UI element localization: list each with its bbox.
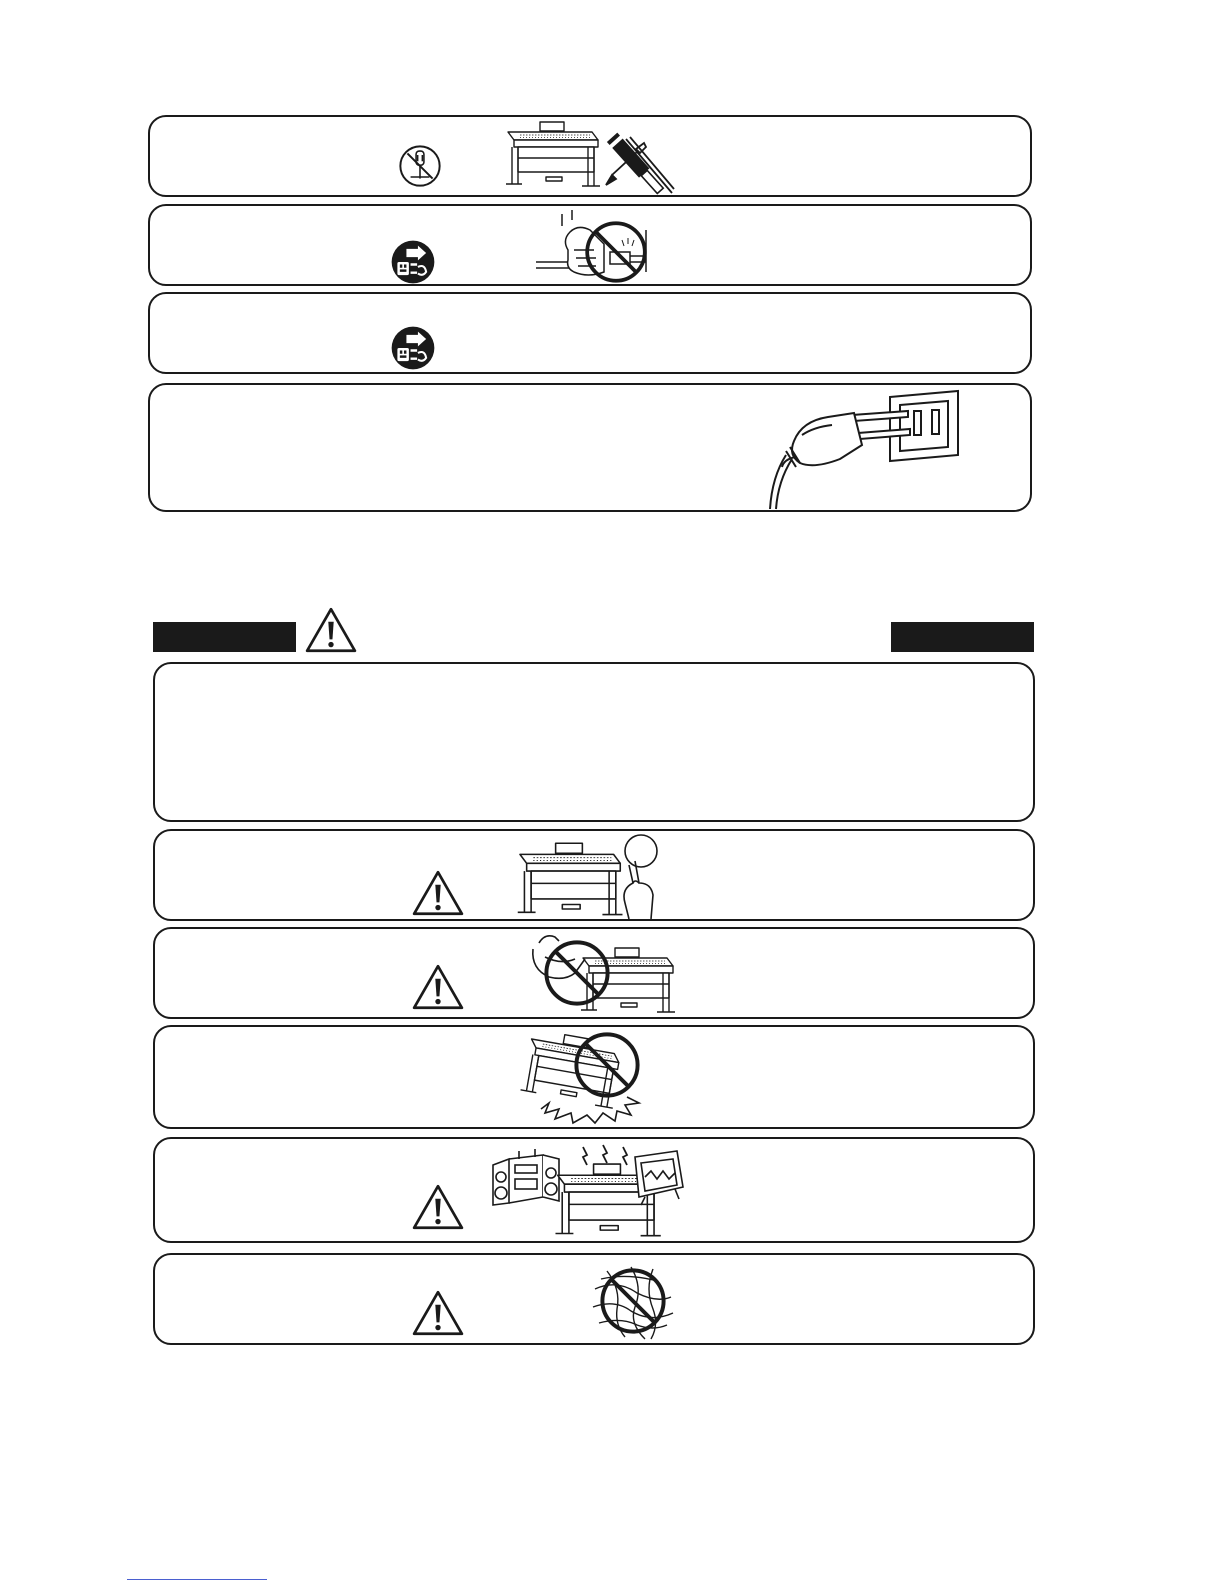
caution-triangle-icon — [304, 606, 358, 654]
caution-header-left-bar — [153, 622, 296, 652]
caution-box-intro — [153, 662, 1035, 822]
warning-box-power-plug — [148, 383, 1032, 512]
interference-waves-icon — [577, 1143, 633, 1169]
caution-box-no-insects — [153, 1253, 1035, 1345]
no-disassembly-icon — [398, 144, 442, 188]
unplug-icon — [390, 239, 436, 285]
finger-press-icon — [611, 833, 671, 923]
warning-box-unplug-wet-hands — [148, 204, 1032, 286]
caution-triangle-icon — [411, 963, 465, 1011]
caution-box-no-liquids — [153, 927, 1035, 1019]
caution-triangle-icon — [411, 1289, 465, 1337]
no-wet-hand-plug-icon — [534, 210, 654, 286]
caution-header-right-bar — [891, 622, 1034, 652]
tv-icon — [631, 1147, 687, 1207]
caution-triangle-icon — [411, 1183, 465, 1231]
caution-box-no-tipping — [153, 1025, 1035, 1129]
caution-box-interference — [153, 1137, 1035, 1243]
bottom-accent-rule — [127, 1579, 267, 1580]
plug-outlet-icon — [762, 387, 972, 511]
warning-box-unplug — [148, 292, 1032, 374]
piano-icon — [502, 120, 602, 190]
no-liquid-on-piano-icon — [525, 929, 675, 1021]
warning-box-disassembly — [148, 115, 1032, 197]
tools-icon — [598, 129, 676, 195]
no-insects-icon — [587, 1259, 677, 1343]
piano-icon — [513, 841, 625, 919]
caution-triangle-icon — [411, 869, 465, 917]
no-tipping-piano-icon — [515, 1029, 665, 1127]
unplug-icon — [390, 325, 436, 371]
caution-box-power-switch — [153, 829, 1035, 921]
